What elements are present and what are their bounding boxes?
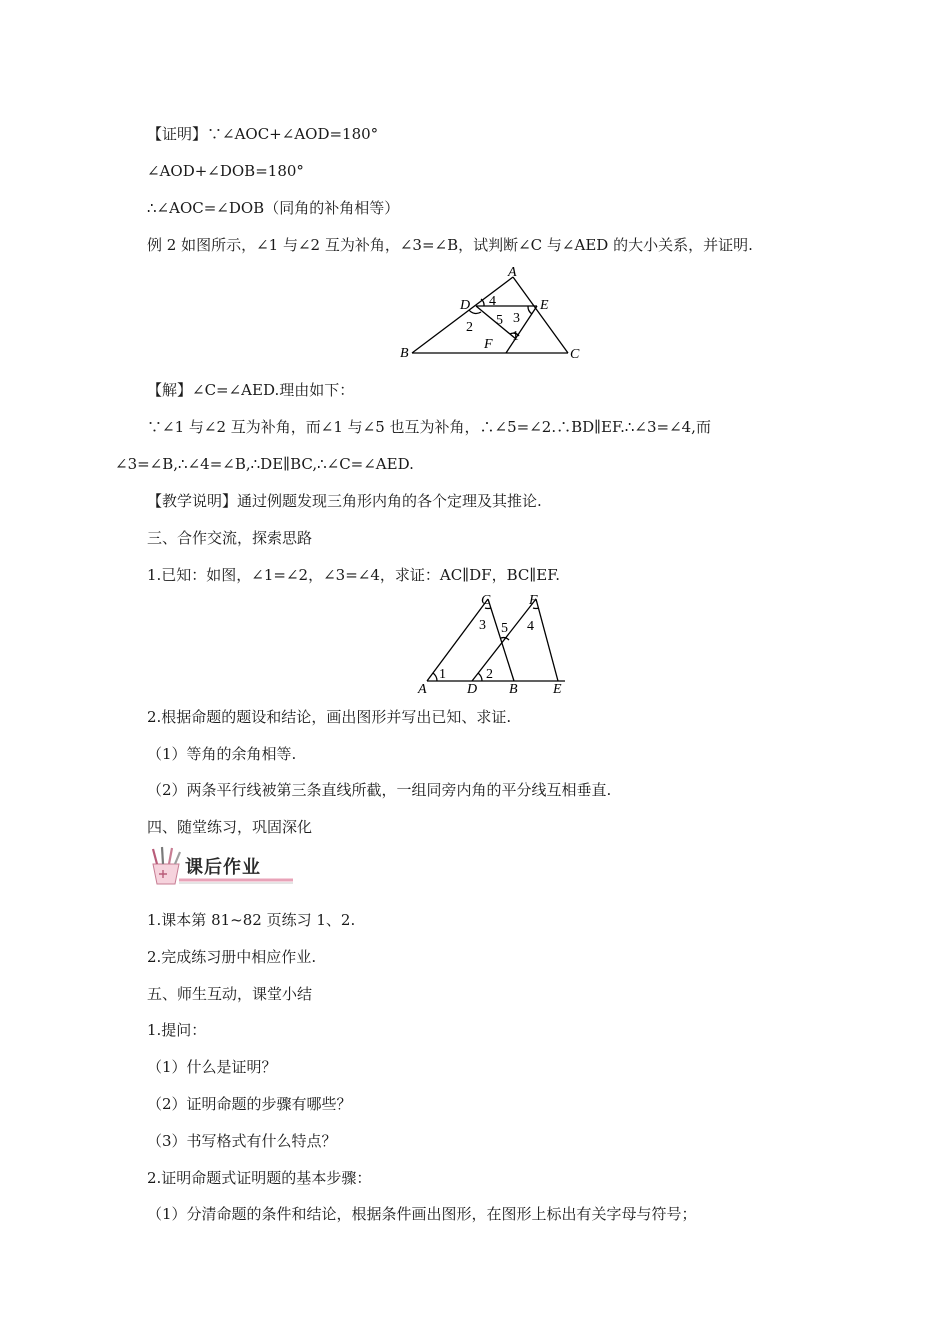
teaching-note: 【教学说明】通过例题发现三角形内角的各个定理及其推论. [147,492,542,510]
proof-line-3: ∴∠AOC=∠DOB（同角的补角相等） [147,199,400,217]
proof-step-1: （1）分清命题的条件和结论，根据条件画出图形，在图形上标出有关字母与符号； [147,1205,697,1223]
section-4-heading: 四、随堂练习，巩固深化 [147,818,313,836]
segment-fe [536,599,558,681]
arc-angle-1 [433,673,437,681]
example-2-text: 例 2 如图所示，∠1 与∠2 互为补角，∠3=∠B，试判断∠C 与∠AED 的大小关系，并证明. [147,236,753,254]
homework-badge [145,844,295,888]
homework-item-1: 1.课本第 81~82 页练习 1、2. [147,911,356,929]
label-angle-2: 2 [466,320,473,335]
label-angle-1: 1 [439,667,446,682]
label-point-c: C [481,594,491,608]
section-5-heading: 五、师生互动，课堂小结 [147,985,313,1003]
segment-ac [427,599,488,681]
proof-line-1: 【证明】∵∠AOC+∠AOD=180° [147,125,379,143]
label-angle-2: 2 [486,667,493,682]
label-angle-3: 3 [513,311,520,326]
segment-fe [506,306,537,353]
summary-question-1: （1）什么是证明？ [147,1058,277,1076]
triangle-side-ac [513,277,568,353]
solution-line-3: ∠3=∠B,∴∠4=∠B,∴DE∥BC,∴∠C=∠AED. [115,455,414,473]
label-angle-3: 3 [479,618,486,633]
exercise-2-item-2: （2）两条平行线被第三条直线所截，一组同旁内角的平分线互相垂直. [147,781,612,799]
label-angle-4: 4 [527,619,534,634]
solution-line-1: 【解】∠C=∠AED.理由如下： [147,381,355,399]
homework-badge-label: 课后作业 [185,857,261,878]
proof-line-2: ∠AOD+∠DOB=180° [147,162,304,180]
exercise-1-text: 1.已知：如图，∠1=∠2，∠3=∠4，求证：AC∥DF，BC∥EF. [147,566,561,584]
homework-item-2: 2.完成练习册中相应作业. [147,948,317,966]
exercise-2-item-1: （1）等角的余角相等. [147,745,297,763]
label-point-b: B [400,346,409,361]
label-angle-5: 5 [496,313,503,328]
label-point-f: F [529,594,538,608]
label-point-d: D [467,682,478,694]
exercise-2-text: 2.根据命题的题设和结论，画出图形并写出已知、求证. [147,708,512,726]
arc-angle-2 [478,673,482,681]
label-angle-4: 4 [489,294,496,309]
arc-angle-4 [481,299,484,306]
label-point-b: B [509,682,518,694]
label-point-f: F [484,337,493,352]
figure-two-triangles [415,594,575,694]
arc-angle-3 [528,306,532,314]
proof-steps-heading: 2.证明命题式证明题的基本步骤： [147,1169,372,1187]
segment-df [472,599,536,681]
arc-angle-3 [485,608,491,609]
label-point-a: A [418,682,427,694]
solution-line-2: ∵∠1 与∠2 互为补角，而∠1 与∠5 也互为补角，∴∠5=∠2.∴BD∥EF.∴∠3=∠4,而 [147,418,711,436]
label-point-e: E [540,298,549,313]
figure-triangle-abc [398,265,598,365]
label-angle-1: 1 [512,329,519,344]
summary-question-2: （2）证明命题的步骤有哪些？ [147,1095,352,1113]
label-point-c: C [570,347,580,362]
label-point-a: A [508,265,517,280]
summary-question-3: （3）书写格式有什么特点？ [147,1132,337,1150]
arc-angle-2 [469,310,481,313]
summary-question-heading: 1.提问： [147,1021,207,1039]
section-3-heading: 三、合作交流，探索思路 [147,529,313,547]
label-angle-5: 5 [501,621,508,636]
arc-angle-4 [533,608,539,609]
label-point-d: D [460,298,471,313]
label-point-e: E [553,682,562,694]
